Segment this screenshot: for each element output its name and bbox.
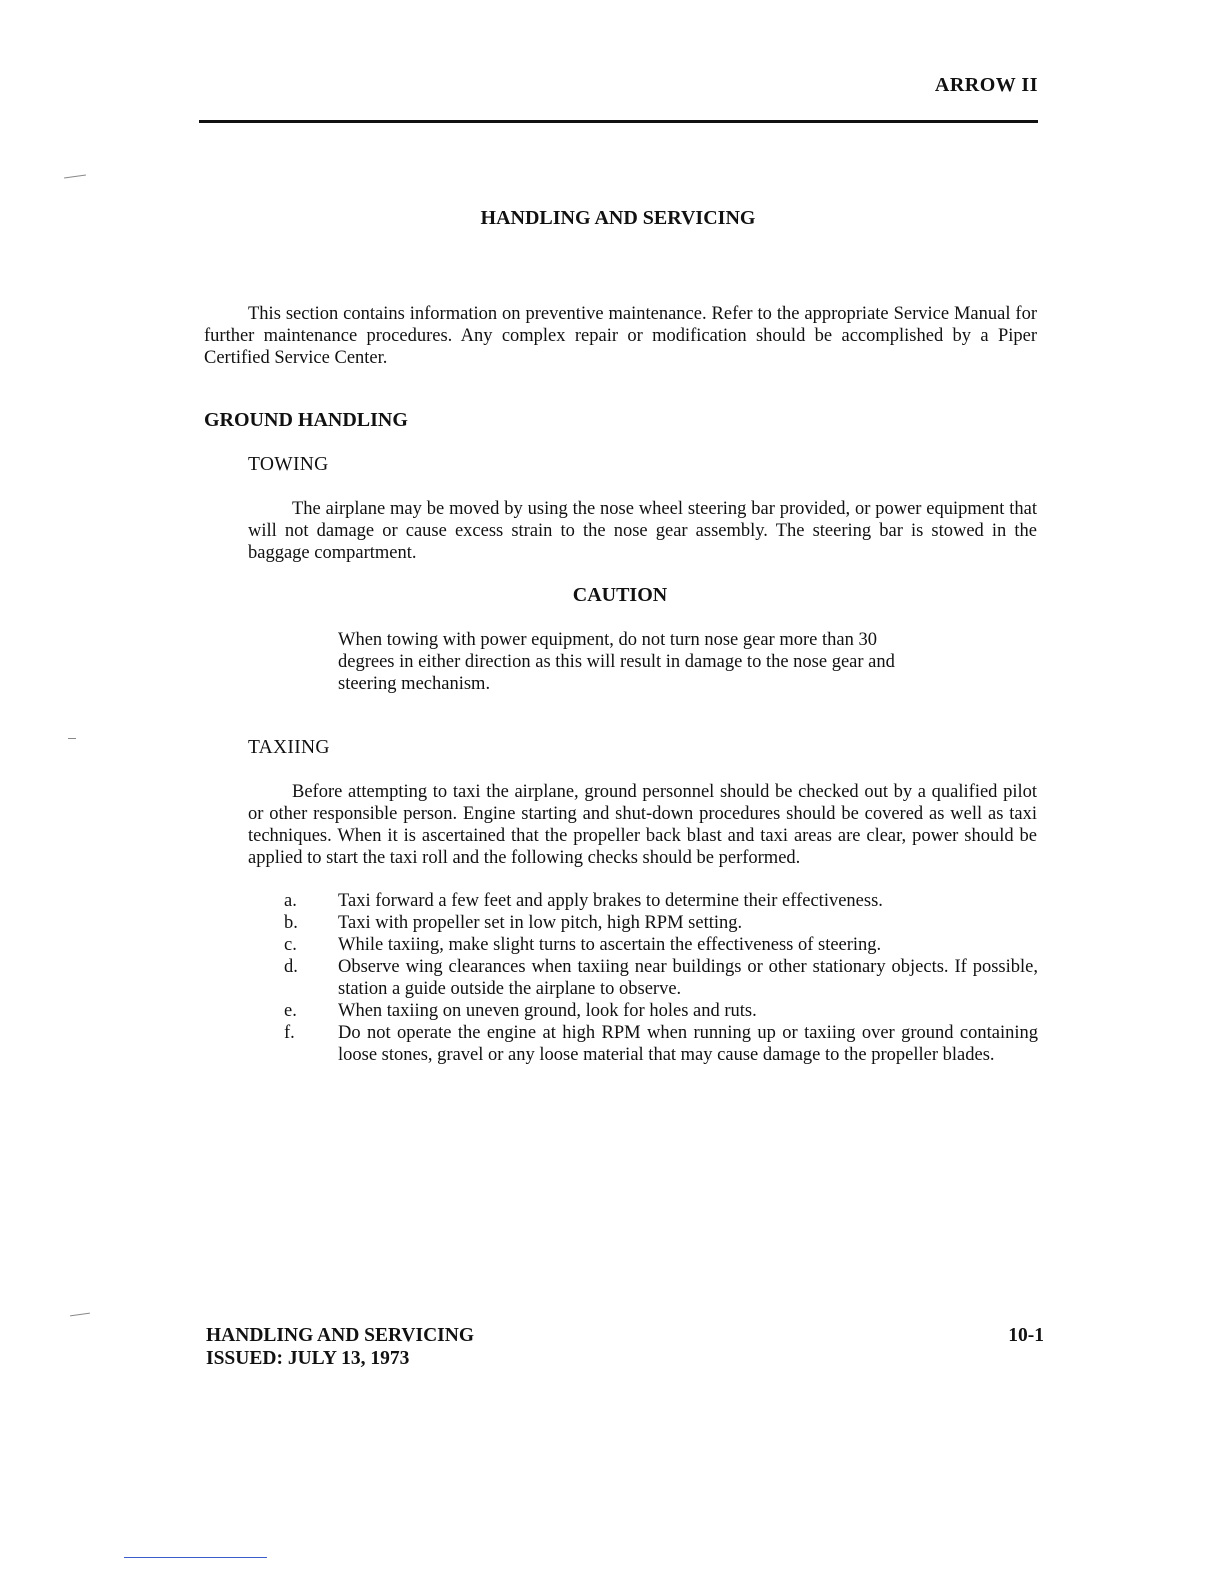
- towing-paragraph: The airplane may be moved by using the nose wheel steering bar provided, or power equipment that will not damage or cause excess strain to the nose gear assembly. The steering bar is stowed in the baggage compartment.: [248, 499, 1037, 563]
- running-header-title: ARROW II: [934, 74, 1038, 96]
- scan-mark: [68, 738, 76, 739]
- taxiing-heading: TAXIING: [248, 737, 330, 758]
- list-item: [284, 956, 1038, 1000]
- list-item-text: Do not operate the engine at high RPM when running up or taxiing over ground containing loose stones, gravel or any loose material that may cause damage to the propeller blades.: [338, 1023, 1038, 1065]
- list-item: [284, 934, 1038, 956]
- footer-section-title: HANDLING AND SERVICING: [206, 1325, 475, 1346]
- list-item: [284, 1022, 1038, 1066]
- list-item-text: When taxiing on uneven ground, look for holes and ruts.: [338, 1001, 757, 1021]
- caution-paragraph: When towing with power equipment, do not turn nose gear more than 30 degrees in either direction as this will result in damage to the nose gear and steering mechanism.: [338, 630, 895, 694]
- list-marker: b.: [284, 913, 298, 933]
- list-item: [284, 890, 1038, 912]
- caution-heading: CAUTION: [572, 584, 668, 606]
- list-item-text: Observe wing clearances when taxiing near buildings or other stationary objects. If possible, station a guide outside the airplane to observe.: [338, 957, 1038, 999]
- list-marker: d.: [284, 957, 298, 977]
- list-item: [284, 912, 1038, 934]
- intro-paragraph: This section contains information on preventive maintenance. Refer to the appropriate Service Manual for further maintenance procedures. Any complex repair or modification should be accomplished by a Piper Certified Service Center.: [204, 304, 1037, 368]
- list-item-text: Taxi forward a few feet and apply brakes to determine their effectiveness.: [338, 891, 883, 911]
- taxiing-paragraph: Before attempting to taxi the airplane, ground personnel should be checked out by a qualified pilot or other responsible person. Engine starting and shut-down procedures should be covered as well as taxi techniques. When it is ascertained that the propeller back blast and taxi areas are clear, power should be applied to start the taxi roll and the following checks should be performed.: [248, 782, 1037, 868]
- list-item-text: Taxi with propeller set in low pitch, high RPM setting.: [338, 913, 743, 933]
- ground-handling-heading: GROUND HANDLING: [204, 409, 408, 431]
- list-marker: c.: [284, 935, 297, 955]
- scan-mark: [70, 1313, 90, 1317]
- list-marker: f.: [284, 1023, 295, 1043]
- footer-issued-date: ISSUED: JULY 13, 1973: [206, 1348, 410, 1369]
- header-rule: [199, 120, 1038, 123]
- scan-blue-line: [124, 1557, 267, 1558]
- page-number: 10-1: [1008, 1325, 1044, 1346]
- scan-mark: [64, 174, 86, 178]
- list-item-text: While taxiing, make slight turns to ascertain the effectiveness of steering.: [338, 935, 882, 955]
- section-title: HANDLING AND SERVICING: [480, 207, 756, 229]
- list-marker: a.: [284, 891, 297, 911]
- list-marker: e.: [284, 1001, 297, 1021]
- taxiing-checklist: [284, 890, 1038, 1066]
- towing-heading: TOWING: [248, 454, 329, 475]
- list-item: [284, 1000, 1038, 1022]
